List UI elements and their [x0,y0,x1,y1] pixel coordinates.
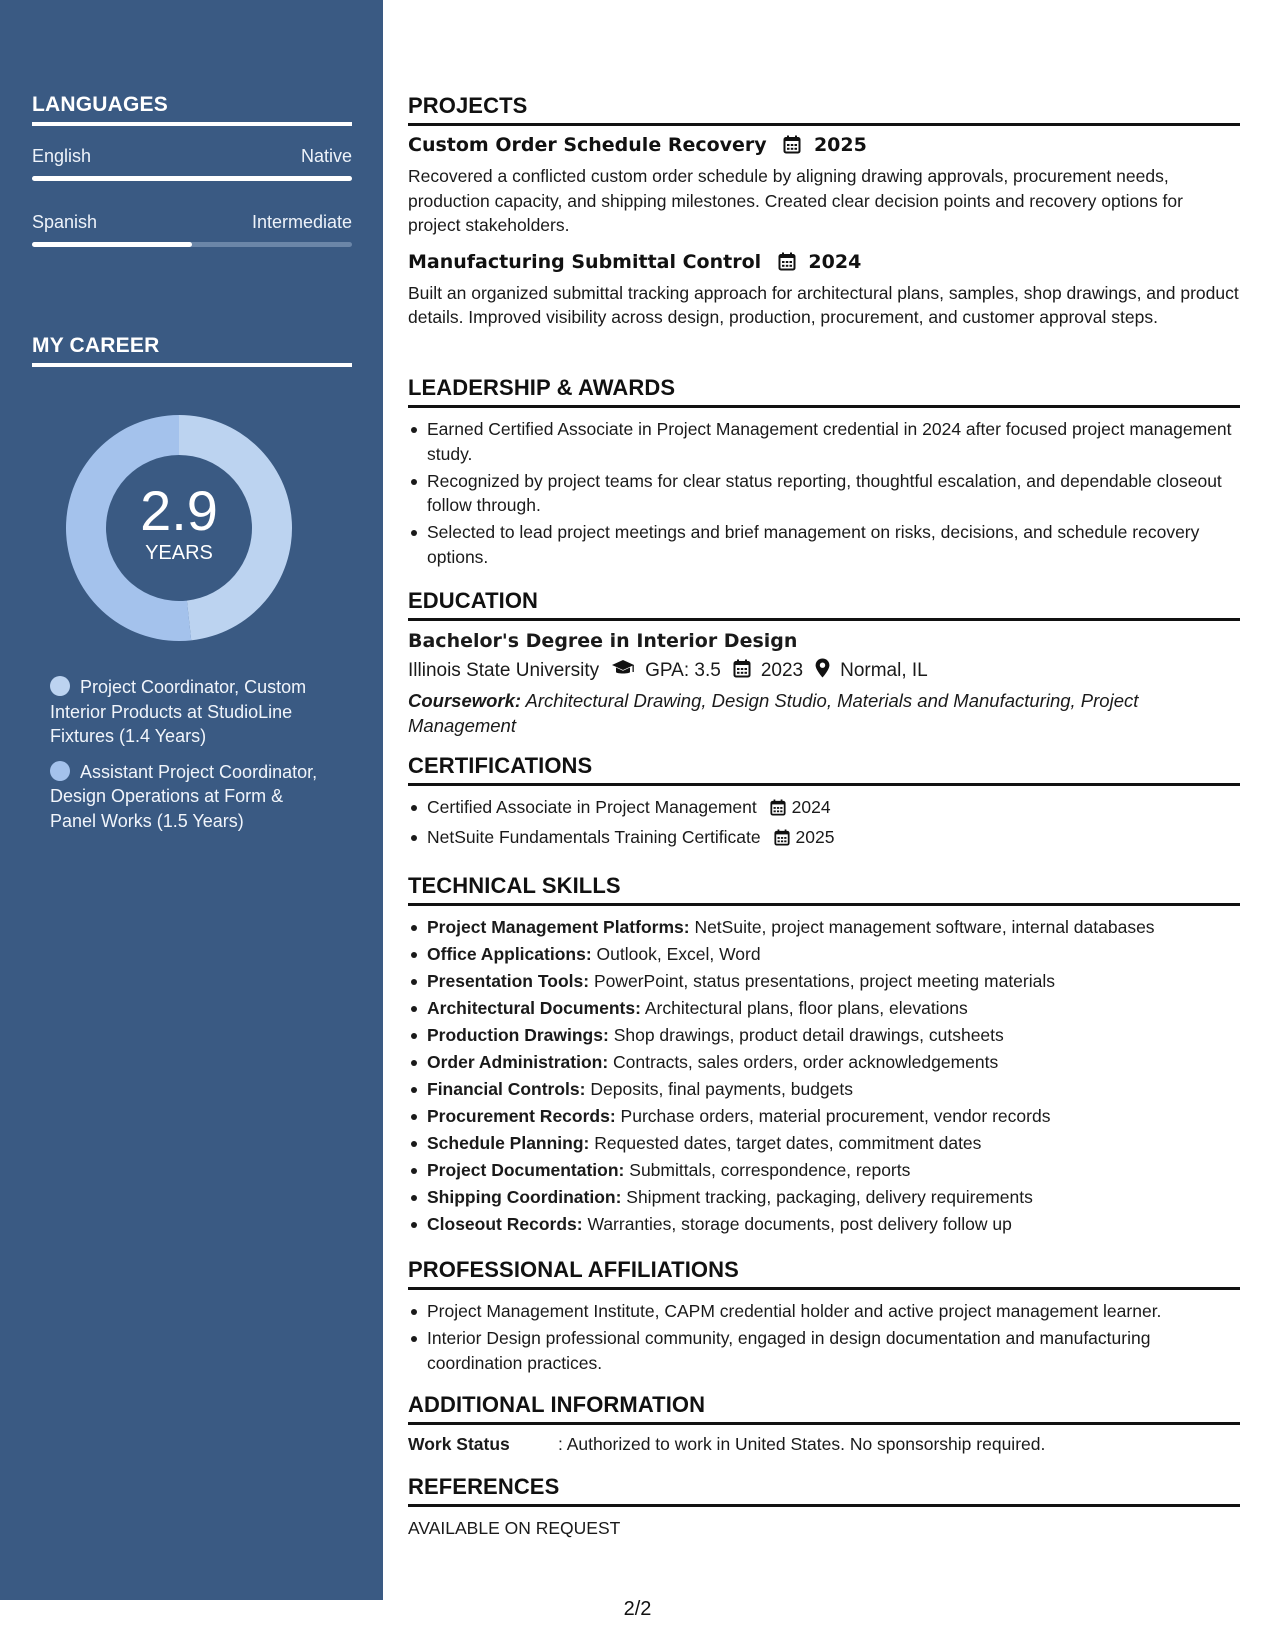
skill-item [408,915,1240,940]
work-status-row [408,1434,1240,1455]
location-pin-icon [815,658,830,684]
list-item: Selected to lead project meetings and brief management on risks, decisions, and schedule recovery options. [408,520,1240,569]
calendar-icon [774,828,790,853]
language-bar-fill [32,176,352,181]
skill-item [408,942,1240,967]
skill-item [408,1158,1240,1183]
career-role-label: Assistant Project Coordinator, Design Operations at Form & Panel Works (1.5 Years) [50,761,318,831]
skill-value: Purchase orders, material procurement, vendor records [620,1106,1051,1126]
affiliations-list [408,1299,1240,1375]
career-legend-item [50,760,325,834]
list-item: Project Management Institute, CAPM credential holder and active project management learner. [408,1299,1240,1324]
education-section [408,588,1240,738]
certification-year: 2024 [791,797,831,817]
page-number: 2/2 [623,1598,652,1620]
skill-item [408,969,1240,994]
skill-value: Deposits, final payments, budgets [590,1079,854,1099]
graduation-year: 2023 [760,660,804,681]
references-heading: REFERENCES [408,1474,1240,1507]
references-section [408,1474,1240,1539]
calendar-icon [733,659,751,684]
skill-item [408,1104,1240,1129]
project-year: 2025 [813,134,867,156]
skill-label: Order Administration: [427,1052,609,1072]
skill-label: Closeout Records: [427,1214,583,1234]
career-donut-chart [66,415,292,641]
work-status-value: : Authorized to work in United States. No sponsorship required. [558,1434,1046,1454]
leadership-section [408,375,1240,572]
language-item [32,212,352,247]
graduation-cap-icon [611,659,635,683]
skill-item [408,996,1240,1021]
skill-item [408,1050,1240,1075]
leadership-heading: LEADERSHIP & AWARDS [408,375,1240,408]
skills-list [408,915,1240,1237]
language-level: Intermediate [251,212,352,232]
list-item: Recognized by project teams for clear status reporting, thoughtful escalation, and dependable closeout follow through. [408,469,1240,518]
skill-value: Contracts, sales orders, order acknowledgements [613,1052,999,1072]
project-description: Built an organized submittal tracking approach for architectural plans, samples, shop drawings, and product details. Improved visibility across design, production, procurement, and customer approval steps. [408,282,1239,327]
certification-item [408,795,1240,823]
project-title-row [408,251,1240,276]
skills-section [408,873,1240,1239]
calendar-icon [770,798,786,823]
school-name: Illinois State University [408,660,600,681]
additional-info-heading: ADDITIONAL INFORMATION [408,1392,1240,1425]
skill-label: Project Documentation: [427,1160,625,1180]
skill-item [408,1023,1240,1048]
leadership-list [408,417,1240,569]
coursework-label: Coursework: [408,690,522,711]
degree-title: Bachelor's Degree in Interior Design [408,630,798,652]
skill-value: Warranties, storage documents, post delivery follow up [587,1214,1012,1234]
career-total-years: 2.9 [140,478,218,542]
career-role-label: Project Coordinator, Custom Interior Products at StudioLine Fixtures (1.4 Years) [50,677,307,746]
education-heading: EDUCATION [408,588,1240,621]
project-year: 2024 [808,250,862,273]
career-legend [50,675,325,844]
project-title: Manufacturing Submittal Control [408,250,762,273]
projects-section [408,93,1240,330]
certification-item [408,825,1240,853]
projects-heading: PROJECTS [408,93,1240,126]
skill-label: Presentation Tools: [427,971,590,991]
languages-section [32,93,352,247]
skill-item [408,1212,1240,1237]
skill-label: Project Management Platforms: [427,917,690,937]
languages-heading: LANGUAGES [32,93,352,126]
certifications-section [408,753,1240,855]
legend-dot [50,676,70,696]
project-title-row [408,134,1240,159]
language-level: Native [300,146,352,166]
skill-label: Architectural Documents: [427,998,641,1018]
references-text: AVAILABLE ON REQUEST [408,1518,621,1538]
language-item [32,146,352,181]
work-status-label: Work Status [408,1434,510,1454]
skill-value: Outlook, Excel, Word [596,944,761,964]
skill-value: Architectural plans, floor plans, elevations [644,998,968,1018]
career-heading: MY CAREER [32,334,352,367]
career-section [32,334,352,367]
school-location: Normal, IL [840,660,928,681]
additional-info-section [408,1392,1240,1455]
career-total-unit: YEARS [145,541,213,564]
language-bar-fill [32,242,192,247]
list-item: Earned Certified Associate in Project Management credential in 2024 after focused project management study. [408,417,1240,466]
education-details [408,658,1240,684]
skill-value: Submittals, correspondence, reports [629,1160,911,1180]
career-legend-item [50,675,325,749]
affiliations-heading: PROFESSIONAL AFFILIATIONS [408,1257,1240,1290]
project-description: Recovered a conflicted custom order schedule by aligning drawing approvals, procurement needs, production capacity, and shipping milestones. Created clear decision points and recovery options for project stakeholders. [408,166,1183,235]
affiliations-section [408,1257,1240,1378]
skill-value: Requested dates, target dates, commitment dates [594,1133,982,1153]
skill-label: Office Applications: [427,944,592,964]
skill-item [408,1077,1240,1102]
certifications-heading: CERTIFICATIONS [408,753,1240,786]
skill-label: Procurement Records: [427,1106,616,1126]
language-bar [32,176,352,181]
certification-year: 2025 [795,827,835,847]
skill-value: Shop drawings, product detail drawings, cutsheets [613,1025,1004,1045]
skill-value: PowerPoint, status presentations, project meeting materials [593,971,1055,991]
legend-dot [50,761,70,781]
certification-name: NetSuite Fundamentals Training Certificate [427,827,761,847]
calendar-icon [783,135,801,159]
skills-heading: TECHNICAL SKILLS [408,873,1240,906]
language-name: Spanish [32,212,98,232]
skill-label: Schedule Planning: [427,1133,590,1153]
skill-label: Financial Controls: [427,1079,586,1099]
skill-value: NetSuite, project management software, internal databases [694,917,1155,937]
certification-name: Certified Associate in Project Management [427,797,757,817]
coursework-list: Architectural Drawing, Design Studio, Materials and Manufacturing, Project Management [408,690,1139,736]
calendar-icon [778,252,796,276]
project-title: Custom Order Schedule Recovery [408,134,767,156]
certifications-list [408,795,1240,853]
gpa: GPA: 3.5 [645,660,721,681]
skill-item [408,1131,1240,1156]
skill-value: Shipment tracking, packaging, delivery requirements [626,1187,1033,1207]
skill-item [408,1185,1240,1210]
sidebar [0,0,383,1600]
skill-label: Production Drawings: [427,1025,609,1045]
coursework [408,689,1240,738]
list-item: Interior Design professional community, engaged in design documentation and manufacturing coordination practices. [408,1326,1240,1375]
skill-label: Shipping Coordination: [427,1187,622,1207]
language-name: English [32,146,92,166]
language-bar [32,242,352,247]
